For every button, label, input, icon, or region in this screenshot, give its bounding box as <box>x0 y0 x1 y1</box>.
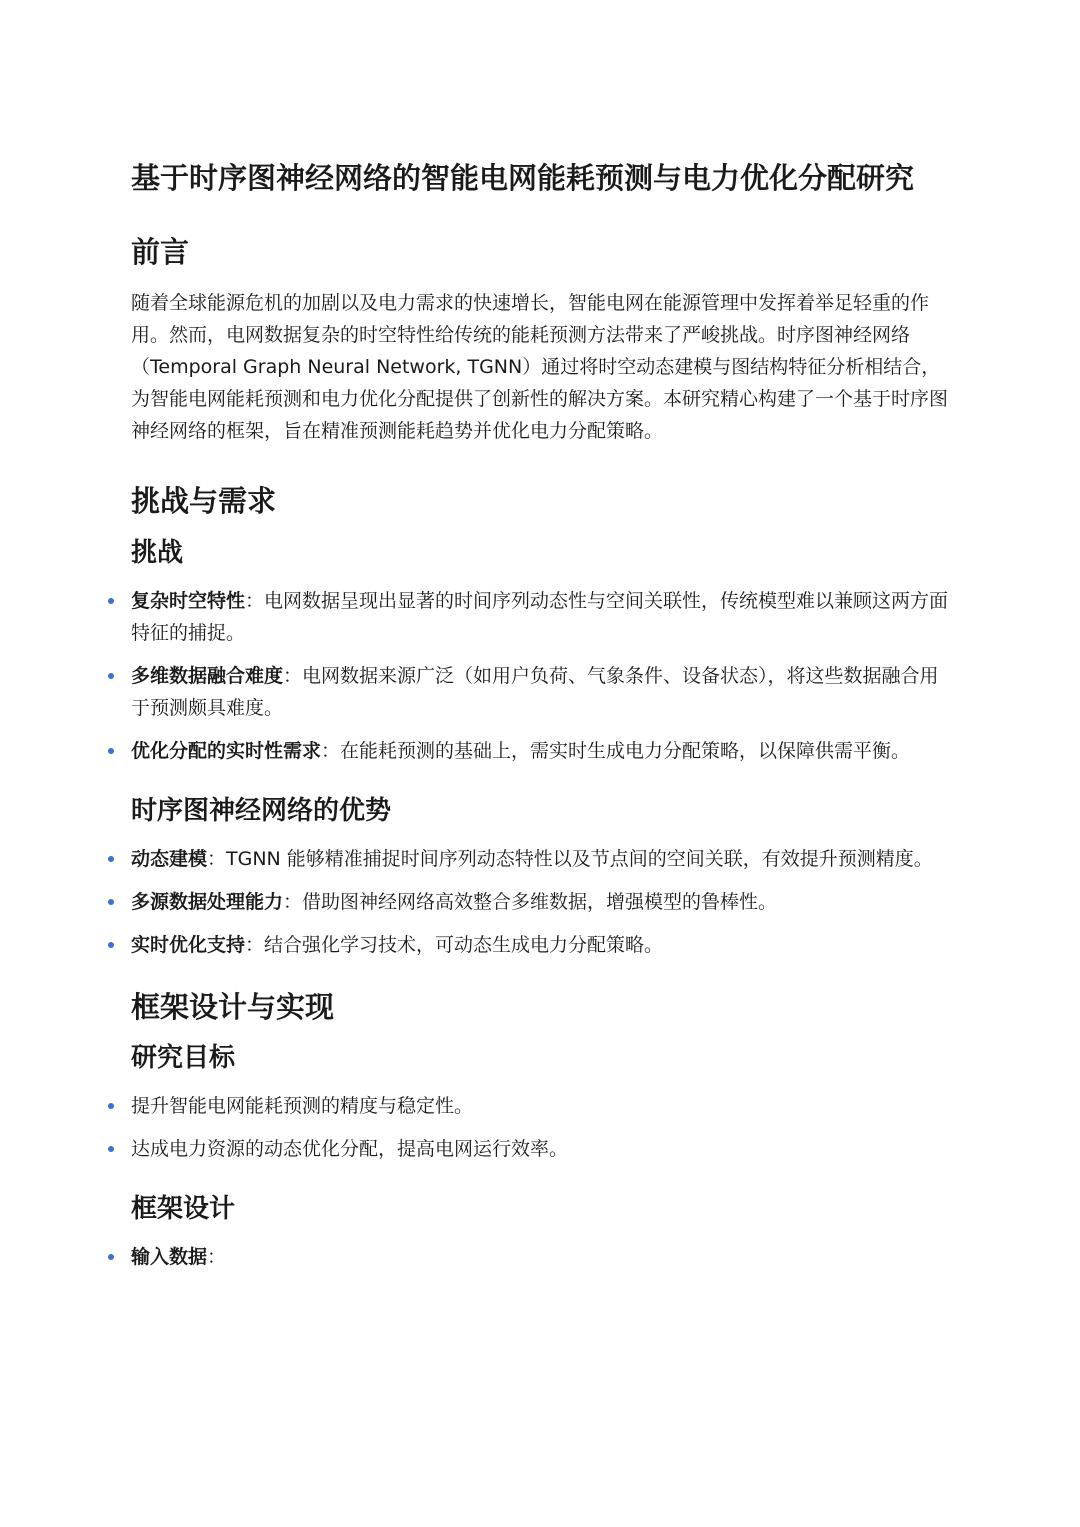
list-item <box>131 735 953 767</box>
design-list <box>131 1241 953 1273</box>
item-term: 输入数据 <box>131 1245 208 1268</box>
challenges-heading: 挑战 <box>131 538 184 569</box>
document-title: 基于时序图神经网络的智能电网能耗预测与电力优化分配研究 <box>131 161 915 195</box>
item-text: ：TGNN 能够精准捕捉时间序列动态特性以及节点间的空间关联，有效提升预测精度。 <box>207 847 933 870</box>
item-term: 动态建模 <box>131 847 208 870</box>
list-item <box>131 660 953 724</box>
item-text: ： <box>207 1245 227 1268</box>
challenges-section-heading: 挑战与需求 <box>131 484 277 519</box>
item-text: ：电网数据来源广泛（如用户负荷、气象条件、设备状态），将这些数据融合用于预测颇具难度。 <box>131 664 939 719</box>
item-text: ：电网数据呈现出显著的时间序列动态性与空间关联性，传统模型难以兼顾这两方面特征的捕捉。 <box>131 589 949 644</box>
preface-heading: 前言 <box>131 234 190 269</box>
goals-list <box>131 1090 953 1165</box>
challenges-list <box>131 585 953 767</box>
list-item <box>131 585 953 649</box>
framework-section-heading: 框架设计与实现 <box>131 989 335 1024</box>
item-term: 多源数据处理能力 <box>131 890 284 913</box>
preface-paragraph: 随着全球能源危机的加剧以及电力需求的快速增长，智能电网在能源管理中发挥着举足轻重的作用。然而，电网数据复杂的时空特性给传统的能耗预测方法带来了严峻挑战。时序图神经网络（Temporal Graph Neural Network, TGNN）通过将时空动态建模与图结构特征分析相结合，为智能电网能耗预测和电力优化分配提供了创新性的解决方案。本研究精心构建了一个基于时序图神经网络的框架，旨在精准预测能耗趋势并优化电力分配策略。 <box>131 292 949 443</box>
advantages-list <box>131 843 953 961</box>
item-text: ：借助图神经网络高效整合多维数据，增强模型的鲁棒性。 <box>283 890 778 913</box>
item-term: 实时优化支持 <box>131 933 246 956</box>
item-text: ：在能耗预测的基础上，需实时生成电力分配策略，以保障供需平衡。 <box>321 739 911 762</box>
list-item <box>131 1241 953 1273</box>
list-item: 达成电力资源的动态优化分配，提高电网运行效率。 <box>131 1133 953 1165</box>
item-term: 优化分配的实时性需求 <box>131 739 322 762</box>
item-term: 复杂时空特性 <box>131 589 246 612</box>
list-item <box>131 843 953 875</box>
advantages-heading: 时序图神经网络的优势 <box>131 795 392 826</box>
item-text: ：结合强化学习技术，可动态生成电力分配策略。 <box>245 933 664 956</box>
list-item <box>131 929 953 961</box>
design-heading: 框架设计 <box>131 1194 236 1225</box>
document <box>131 160 953 1301</box>
list-item <box>131 886 953 918</box>
item-term: 多维数据融合难度 <box>131 664 284 687</box>
list-item: 提升智能电网能耗预测的精度与稳定性。 <box>131 1090 953 1122</box>
goals-heading: 研究目标 <box>131 1043 236 1074</box>
